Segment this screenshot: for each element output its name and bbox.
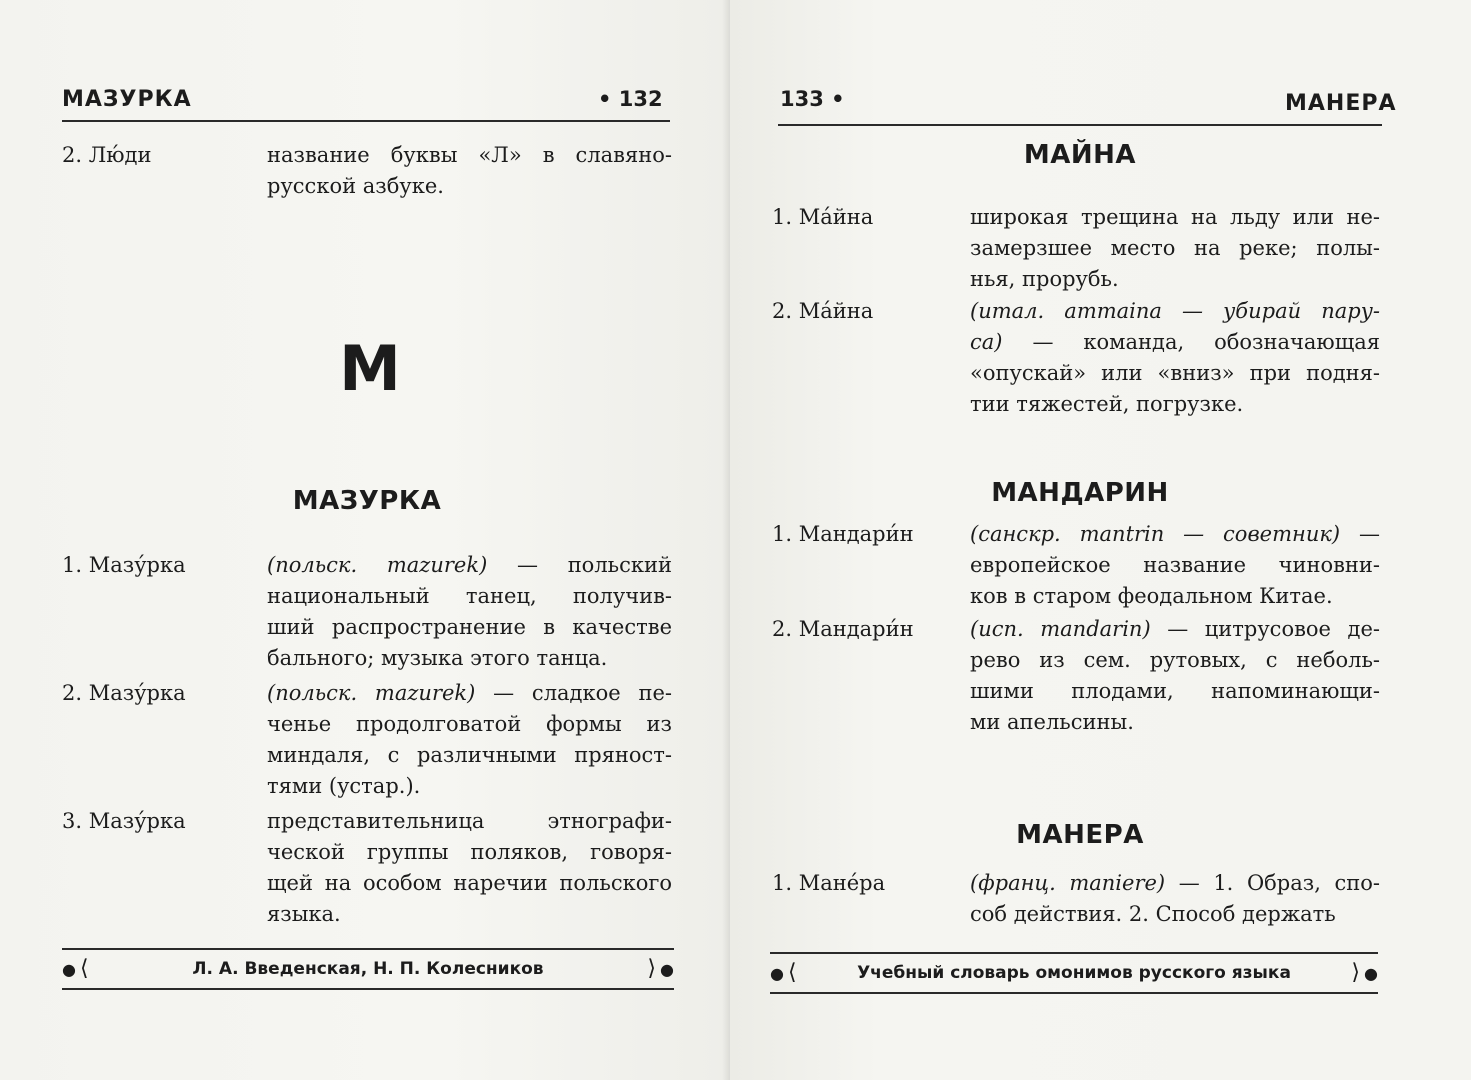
definition-line: (исп. mandarin) — цитрусовое де- [970,617,1380,641]
entry-head: 2. Ма́йна [772,299,874,323]
definition-line: европейское название чиновни- [970,553,1380,577]
definition-line: бального; музыка этого танца. [267,646,608,670]
footer-book-title: Учебный словарь омонимов русского языка [857,963,1291,983]
running-head-left: МАЗУРКА [62,87,192,112]
entry-head: 2. Мандари́н [772,617,914,641]
definition-line: ков в старом феодальном Китае. [970,584,1333,608]
definition-line: тии тяжестей, погрузке. [970,392,1244,416]
entry-head: 1. Мазу́рка [62,553,186,577]
definition-line: са) — команда, обозначающая [970,330,1380,354]
entry-definition [970,868,1380,930]
definition-line: языка. [267,902,341,926]
page-number-left: • 132 [598,87,663,111]
header-rule-right [778,124,1382,126]
etymology-text: (итал. ammaina — убирай пару- [970,299,1380,323]
entry-definition [267,140,672,202]
definition-line: широкая трещина на льду или не- [970,205,1380,229]
running-head-right: МАНЕРА [1285,91,1397,116]
etymology-text: (исп. mandarin) [970,617,1151,641]
definition-line: (франц. maniere) — 1. Образ, спо- [970,871,1380,895]
ornament-swirl: ⟨ [80,956,89,981]
entry-definition [970,614,1380,738]
footer-left [62,948,674,990]
entry-definition [970,202,1380,295]
etymology-text: (франц. maniere) [970,871,1166,895]
definition-line: (санскр. mantrin — советник) — [970,522,1380,546]
ornament-dot: ● [1364,964,1378,983]
footer-authors: Л. А. Введенская, Н. П. Колесников [192,959,544,979]
entry-definition [267,550,672,674]
ornament-swirl: ⟨ [788,960,797,985]
section-letter: М [339,332,401,405]
right-page [730,0,1471,1080]
entry-definition [267,678,672,802]
etymology-text: (польск. mazurek) [267,681,476,705]
entry-definition [970,519,1380,612]
definition-line: шими плодами, напоминающи- [970,679,1380,703]
entry-head: 1. Ма́йна [772,205,874,229]
definition-line: миндаля, с различными пряност- [267,743,672,767]
definition-line: ческой группы поляков, говоря- [267,840,672,864]
ornament-dot: ● [660,960,674,979]
definition-line: (польск. mazurek) — сладкое пе- [267,681,672,705]
word-heading: МАЙНА [1023,140,1137,170]
definition-line: нья, прорубь. [970,267,1119,291]
definition-line: национальный танец, получив- [267,584,672,608]
header-rule-left [62,120,670,122]
definition-line: тями (устар.). [267,774,421,798]
page-number-right: 133 • [780,87,845,111]
word-heading: МАНЕРА [1016,820,1144,850]
footer-right [770,952,1378,994]
definition-line: «опускай» или «вниз» при подня- [970,361,1380,385]
definition-line: соб действия. 2. Способ держать [970,902,1336,926]
entry-definition [267,806,672,930]
entry-head: 3. Мазу́рка [62,809,186,833]
word-heading: МАНДАРИН [991,478,1169,508]
left-page [0,0,730,1080]
definition-line: русской азбуке. [267,174,444,198]
definition-line: рево из сем. рутовых, с неболь- [970,648,1380,672]
entry-head: 2. Мазу́рка [62,681,186,705]
word-heading-mazurka: МАЗУРКА [292,486,442,516]
ornament-dot: ● [770,964,784,983]
definition-line: замерзшее место на реке; полы- [970,236,1380,260]
definition-line [970,296,1380,327]
definition-line: щей на особом наречии польского [267,871,672,895]
entry-head: 1. Мане́ра [772,871,886,895]
entry-definition [970,296,1380,420]
entry-head: 2. Лю́ди [62,143,152,167]
ornament-dot: ● [62,960,76,979]
ornament-swirl: ⟩ [647,956,656,981]
etymology-text: (санскр. mantrin — советник) [970,522,1341,546]
etymology-text: (польск. mazurek) [267,553,488,577]
entry-head: 1. Мандари́н [772,522,914,546]
definition-line: ченье продолговатой формы из [267,712,672,736]
definition-line: ший распространение в качестве [267,615,672,639]
definition-line: ми апельсины. [970,710,1134,734]
definition-line: (польск. mazurek) — польский [267,553,672,577]
definition-line: название буквы «Л» в славяно- [267,143,672,167]
etymology-text: са) [970,330,1003,354]
definition-line: представительница этнографи- [267,809,672,833]
ornament-swirl: ⟩ [1351,960,1360,985]
